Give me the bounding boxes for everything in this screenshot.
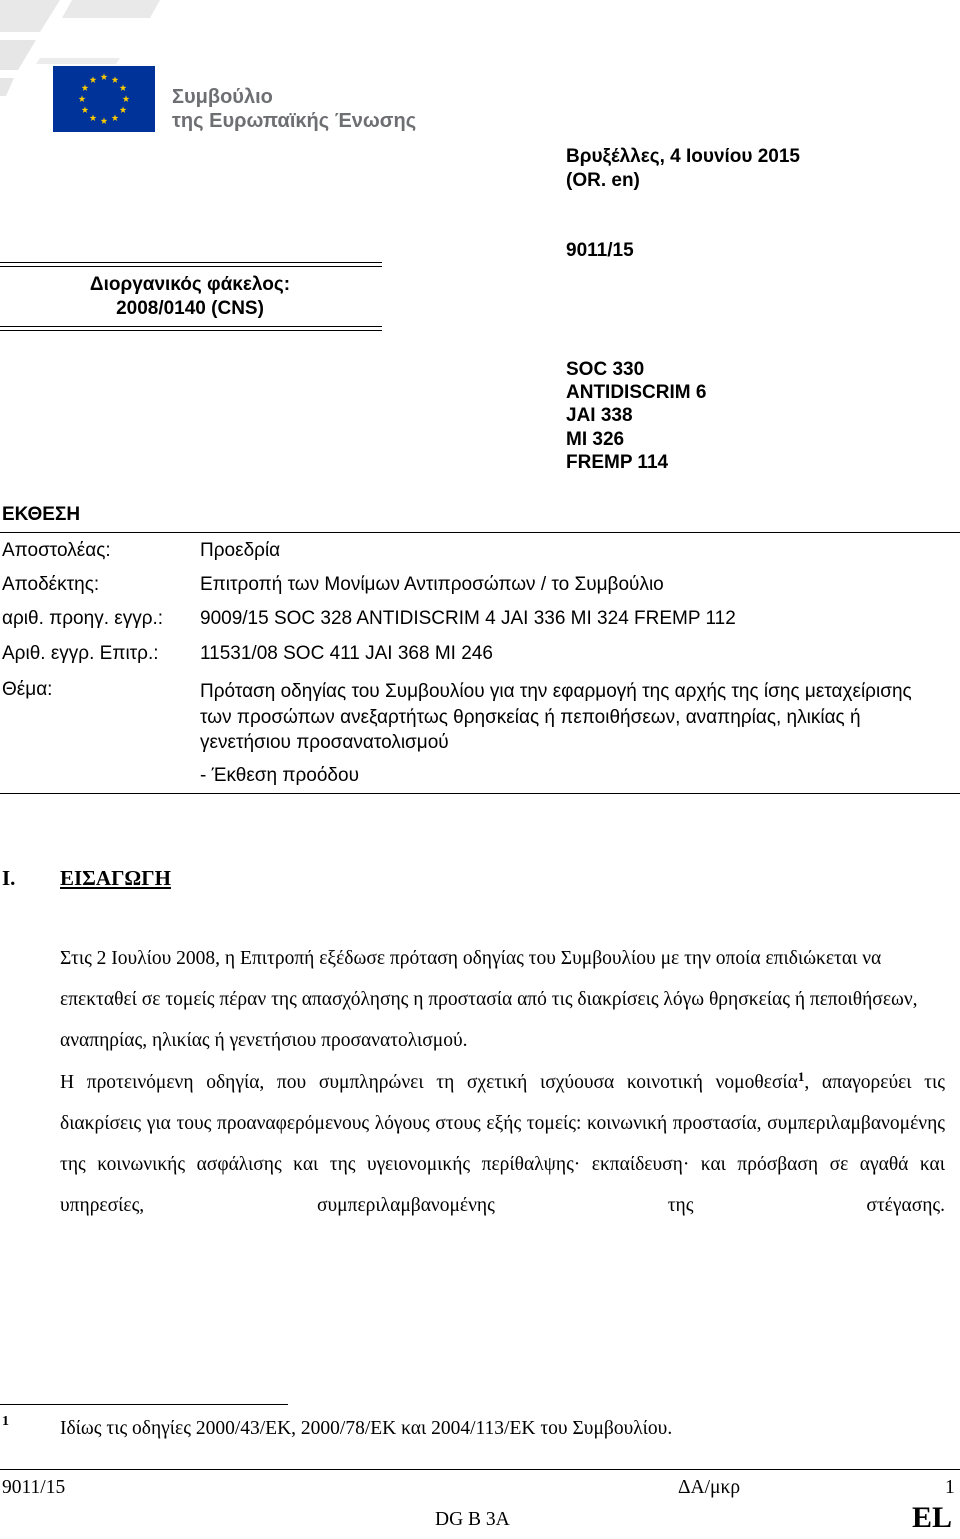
section-title: ΕΙΣΑΓΩΓΗ [60, 866, 171, 890]
org-name-line1: Συμβούλιο [172, 86, 273, 108]
subject-text [200, 679, 940, 788]
footer-doc-number: 9011/15 [2, 1477, 66, 1498]
paragraph: Στις 2 Ιουλίου 2008, η Επιτροπή εξέδωσε πρόταση οδηγίας του Συμβουλίου με την οποία επιδιώκεται να επεκταθεί σε τομείς πέραν της απασχόλησης η προστασία από τις διακρίσεις λόγω θρησκείας ή πεποιθήσεων, αναπηρίας, ηλικίας ή γενετήσιου προσανατολισμού. [60, 948, 918, 1052]
classification-codes [566, 358, 706, 474]
paragraph [60, 1062, 945, 1227]
sender-label: Αποστολέας: [2, 540, 111, 561]
section-body [60, 938, 945, 1226]
rule-report-top [0, 532, 960, 533]
footnote-reference[interactable]: 1 [797, 1068, 805, 1084]
paragraph-text: , απαγορεύει τις διακρίσεις για τους προαναφερόμενους λόγους στους εξής τομείς: κοινωνική προστασία, συμπεριλαμβανομένης της κοινωνικής ασφάλισης και της υγειονομικής περίθαλψης· εκπαίδευση· και πρόσβαση σε αγαθά και υπηρεσίες, συμπεριλαμβανομένης της στέγασης. [60, 1071, 945, 1217]
code-item: MI 326 [566, 428, 625, 450]
double-rule-top [0, 262, 382, 267]
footer-rule [0, 1469, 960, 1470]
report-type: ΕΚΘΕΣΗ [2, 504, 81, 525]
place-date: Βρυξέλλες, 4 Ιουνίου 2015 [566, 146, 801, 167]
org-name-line2: της Ευρωπαϊκής Ένωσης [172, 110, 417, 132]
dossier-value: 2008/0140 (CNS) [116, 298, 264, 319]
footnote-text: Ιδίως τις οδηγίες 2000/43/ΕΚ, 2000/78/ΕΚ και 2004/113/ΕΚ του Συμβουλίου. [60, 1418, 673, 1439]
footer-page-number: 1 [945, 1477, 955, 1498]
recipient-value: Επιτροπή των Μονίμων Αντιπροσώπων / το Συμβούλιο [200, 574, 664, 595]
commission-doc-label: Αριθ. εγγρ. Επιτρ.: [2, 643, 159, 664]
code-item: JAI 338 [566, 405, 633, 427]
double-rule-bottom [0, 326, 382, 331]
section-number: I. [2, 866, 16, 890]
prev-doc-value: 9009/15 SOC 328 ANTIDISCRIM 4 JAI 336 MI 324 FREMP 112 [200, 608, 736, 629]
document-number: 9011/15 [566, 240, 634, 261]
recipient-label: Αποδέκτης: [2, 574, 100, 595]
prev-doc-label: αριθ. προηγ. εγγρ.: [2, 608, 164, 629]
commission-doc-value: 11531/08 SOC 411 JAI 368 MI 246 [200, 643, 493, 664]
original-language: (OR. en) [566, 170, 640, 191]
code-item: SOC 330 [566, 359, 645, 380]
paragraph-text: Η προτεινόμενη οδηγία, που συμπληρώνει τη σχετική ισχύουσα κοινοτική νομοθεσία [60, 1071, 798, 1093]
footnote-mark: 1 [2, 1414, 9, 1429]
footer-initials: ΔΑ/μκρ [678, 1477, 741, 1498]
footnote-separator [0, 1404, 288, 1405]
sender-value: Προεδρία [200, 540, 281, 561]
subject-title: Πρόταση οδηγίας του Συμβουλίου για την εφαρμογή της αρχής της ίσης μεταχείρισης των προσώπων ανεξαρτήτως θρησκείας ή πεποιθήσεων, αναπηρίας, ηλικίας ή γενετήσιου προσανατολισμού [200, 681, 912, 753]
subject-label: Θέμα: [2, 679, 53, 700]
footer-language: EL [912, 1501, 953, 1534]
footer-dg: DG B 3A [435, 1509, 510, 1530]
code-item: FREMP 114 [566, 451, 669, 473]
dossier-label: Διοργανικός φάκελος: [89, 274, 291, 295]
code-item: ANTIDISCRIM 6 [566, 382, 707, 404]
subject-subtitle: - Έκθεση προόδου [200, 764, 359, 786]
rule-report-bottom [0, 793, 960, 794]
